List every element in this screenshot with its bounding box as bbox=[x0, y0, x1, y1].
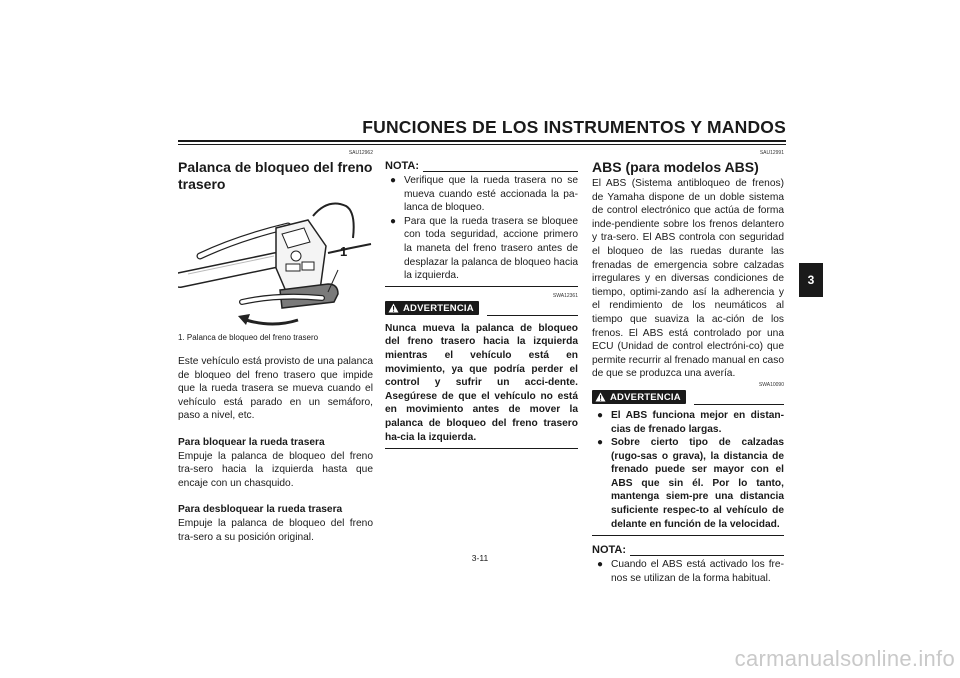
left-column bbox=[178, 150, 373, 544]
note-list bbox=[385, 174, 578, 283]
section-code: SAU12962 bbox=[348, 150, 373, 156]
page-number: 3-11 bbox=[471, 553, 489, 563]
header-rule-thin bbox=[178, 144, 786, 145]
note-end-rule bbox=[385, 286, 578, 287]
body-text bbox=[178, 355, 373, 544]
bullet-icon: ● bbox=[597, 437, 604, 449]
warning-end-rule bbox=[592, 535, 784, 536]
watermark: carmanualsonline.info bbox=[734, 646, 955, 671]
warning-code: SWA12361 bbox=[552, 292, 578, 299]
chapter-tab[interactable]: 3 bbox=[799, 263, 823, 297]
bullet-icon: ● bbox=[597, 559, 604, 571]
right-column bbox=[592, 150, 784, 585]
warning-badge: ADVERTENCIA bbox=[592, 390, 686, 404]
list-item: ● Sobre cierto tipo de calzadas (rugo-sas o grava), la distancia de frenado puede ser mayor con el ABS que sin él. Por lo tanto, mantenga siem-pre una distancia suficiente respec-to al vehículo de delante en función de la velocidad. bbox=[597, 437, 784, 530]
bullet-icon: ● bbox=[597, 409, 604, 421]
warning-code: SWA10090 bbox=[758, 381, 784, 388]
list-item: ● Para que la rueda trasera se bloquee con toda seguridad, accione primero la maneta del freno trasero antes de desplazar la palanca de bloqueo hacia la izquierda. bbox=[390, 215, 578, 282]
note-header bbox=[592, 544, 784, 556]
middle-column bbox=[385, 160, 578, 449]
unlock-subheading: Para desbloquear la rueda trasera bbox=[178, 504, 343, 516]
note-header bbox=[385, 160, 578, 172]
warning-triangle-icon bbox=[388, 303, 399, 313]
bullet-icon: ● bbox=[390, 175, 397, 186]
abs-heading: ABS (para modelos ABS) bbox=[592, 159, 759, 175]
unlock-paragraph: Empuje la palanca de bloqueo del freno tra-sero a su posición original. bbox=[178, 517, 373, 543]
intro-paragraph: Este vehículo está provisto de una palanca de bloqueo del freno trasero que impide que la rueda trasera se mueva cuando el vehículo está parado en un semáforo, paso a nivel, etc. bbox=[178, 356, 373, 422]
warning-header bbox=[385, 301, 578, 316]
warning-triangle-icon bbox=[595, 392, 606, 402]
list-item: ● Verifique que la rueda trasera no se mueva cuando esté accionada la pa-lanca de bloqueo. bbox=[390, 175, 578, 214]
bullet-icon: ● bbox=[390, 215, 397, 227]
lock-paragraph: Empuje la palanca de bloqueo del freno tra-sero hacia la izquierda hasta que encaje con un chasquido. bbox=[178, 450, 373, 489]
section-heading: Palanca de bloqueo del freno trasero bbox=[178, 159, 373, 192]
figure-brake-lock bbox=[178, 198, 373, 326]
section-code: SAU12991 bbox=[759, 150, 784, 156]
abs-paragraph: El ABS (Sistema antibloqueo de frenos) de Yamaha dispone de un doble sistema de control electrónico que actúa de forma inde-pendiente sobre los frenos delantero y tra-sero. El ABS controla con seguridad el bloqueo de las ruedas durante las frenadas de emergencia sobre calzadas irregulares y en diversas condiciones de tiempo, optimi-zando así la adherencia y el rendimiento de los neumáticos al tiempo que suaviza la ac-ción de los frenos. El ABS está controlado por una ECU (Unidad de control electróni-co) que permite recurrir al frenado manual en caso de que se produzca una avería. bbox=[592, 178, 784, 380]
handlebar-illustration bbox=[178, 198, 373, 326]
warning-text: Nunca mueva la palanca de bloqueo del freno trasero hacia la izquierda mientras el vehículo está en movimiento, ya que podría perder el control y sufrir un acci-dente. Asegúrese de que el vehículo no está en movimiento antes de mover la palanca de bloqueo del freno trasero ha-cia la izquierda. bbox=[385, 322, 578, 443]
warning-header bbox=[592, 390, 784, 405]
warning-list bbox=[592, 409, 784, 531]
figure-callout-1: 1 bbox=[340, 244, 348, 259]
warning-end-rule bbox=[385, 448, 578, 449]
list-item: ● Cuando el ABS está activado los fre-nos se utilizan de la forma habitual. bbox=[597, 559, 784, 584]
note-list bbox=[592, 558, 784, 585]
note-label: NOTA: bbox=[385, 160, 420, 172]
note-label: NOTA: bbox=[592, 544, 627, 557]
page-header-title: FUNCIONES DE LOS INSTRUMENTOS Y MANDOS bbox=[362, 117, 786, 137]
warning-badge: ADVERTENCIA bbox=[385, 301, 479, 315]
header-rule bbox=[178, 140, 786, 142]
list-item: ● El ABS funciona mejor en distan-cias de frenado largas. bbox=[597, 409, 784, 435]
figure-caption: 1. Palanca de bloqueo del freno trasero bbox=[178, 333, 319, 342]
lock-subheading: Para bloquear la rueda trasera bbox=[178, 436, 325, 448]
